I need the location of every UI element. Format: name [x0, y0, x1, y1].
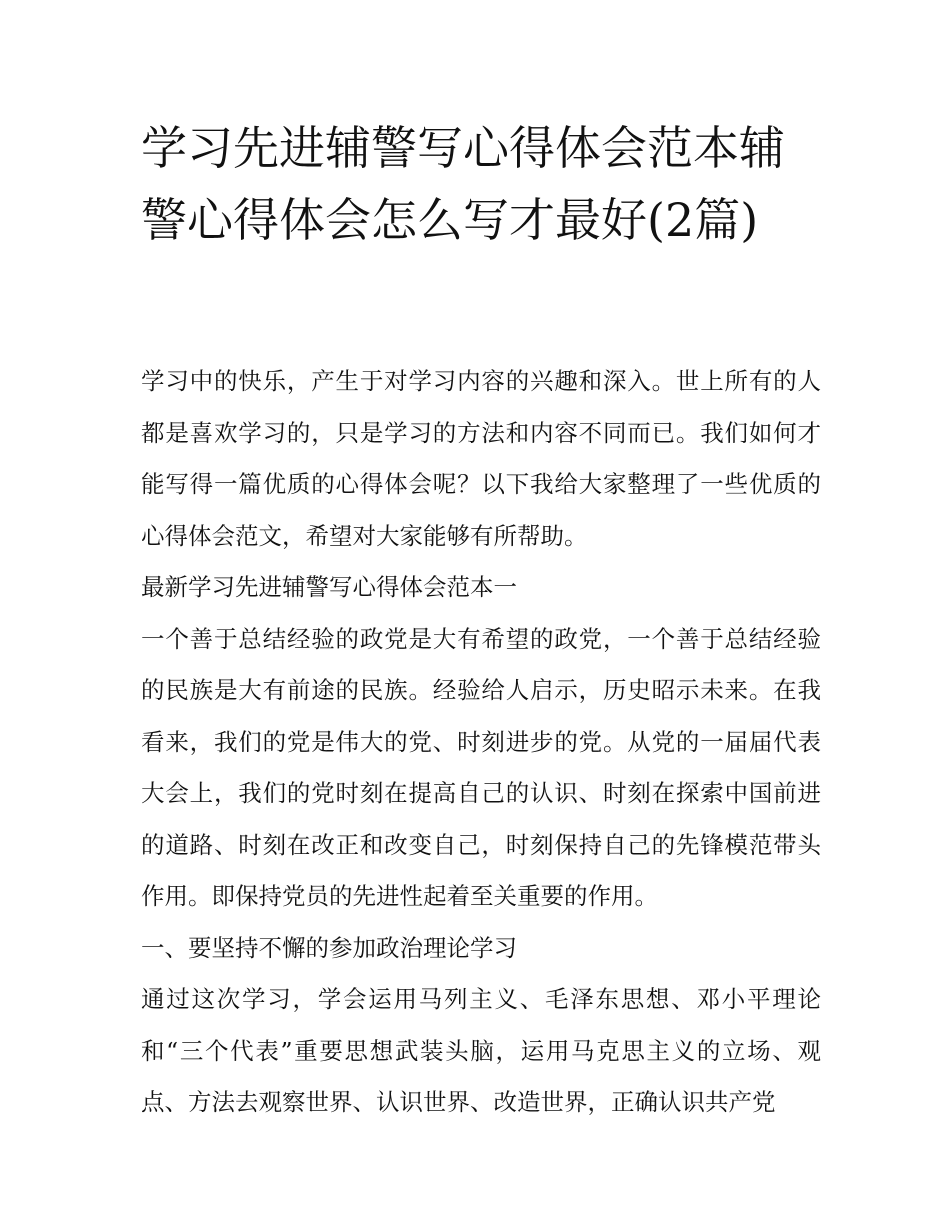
body-paragraph: 通过这次学习，学会运用马列主义、毛泽东思想、邓小平理论和“三个代表”重要思想武装头脑，运用马克思主义的立场、观点、方法去观察世界、认识世界、改造世界，正确认识共产党 — [141, 985, 821, 1116]
body-paragraph: 一个善于总结经验的政党是大有希望的政党，一个善于总结经验的民族是大有前途的民族。经验给人启示，历史昭示未来。在我看来，我们的党是伟大的党、时刻进步的党。从党的一届届代表大会上，我们的党时刻在提高自己的认识、时刻在探索中国前进的道路、时刻在改正和改变自己，时刻保持自己的先锋模范带头作用。即保持党员的先进性起着至关重要的作用。 — [141, 624, 821, 910]
section-heading: 最新学习先进辅警写心得体会范本一 — [141, 573, 517, 601]
intro-paragraph: 学习中的快乐，产生于对学习内容的兴趣和深入。世上所有的人都是喜欢学习的，只是学习的方法和内容不同而已。我们如何才能写得一篇优质的心得体会呢？以下我给大家整理了一些优质的心得体会范文，希望对大家能够有所帮助。 — [141, 367, 821, 550]
document-body — [141, 356, 821, 1129]
subsection-heading: 一、要坚持不懈的参加政治理论学习 — [141, 933, 517, 962]
document-title: 学习先进辅警写心得体会范本辅警心得体会怎么写才最好(2篇) — [141, 121, 785, 247]
